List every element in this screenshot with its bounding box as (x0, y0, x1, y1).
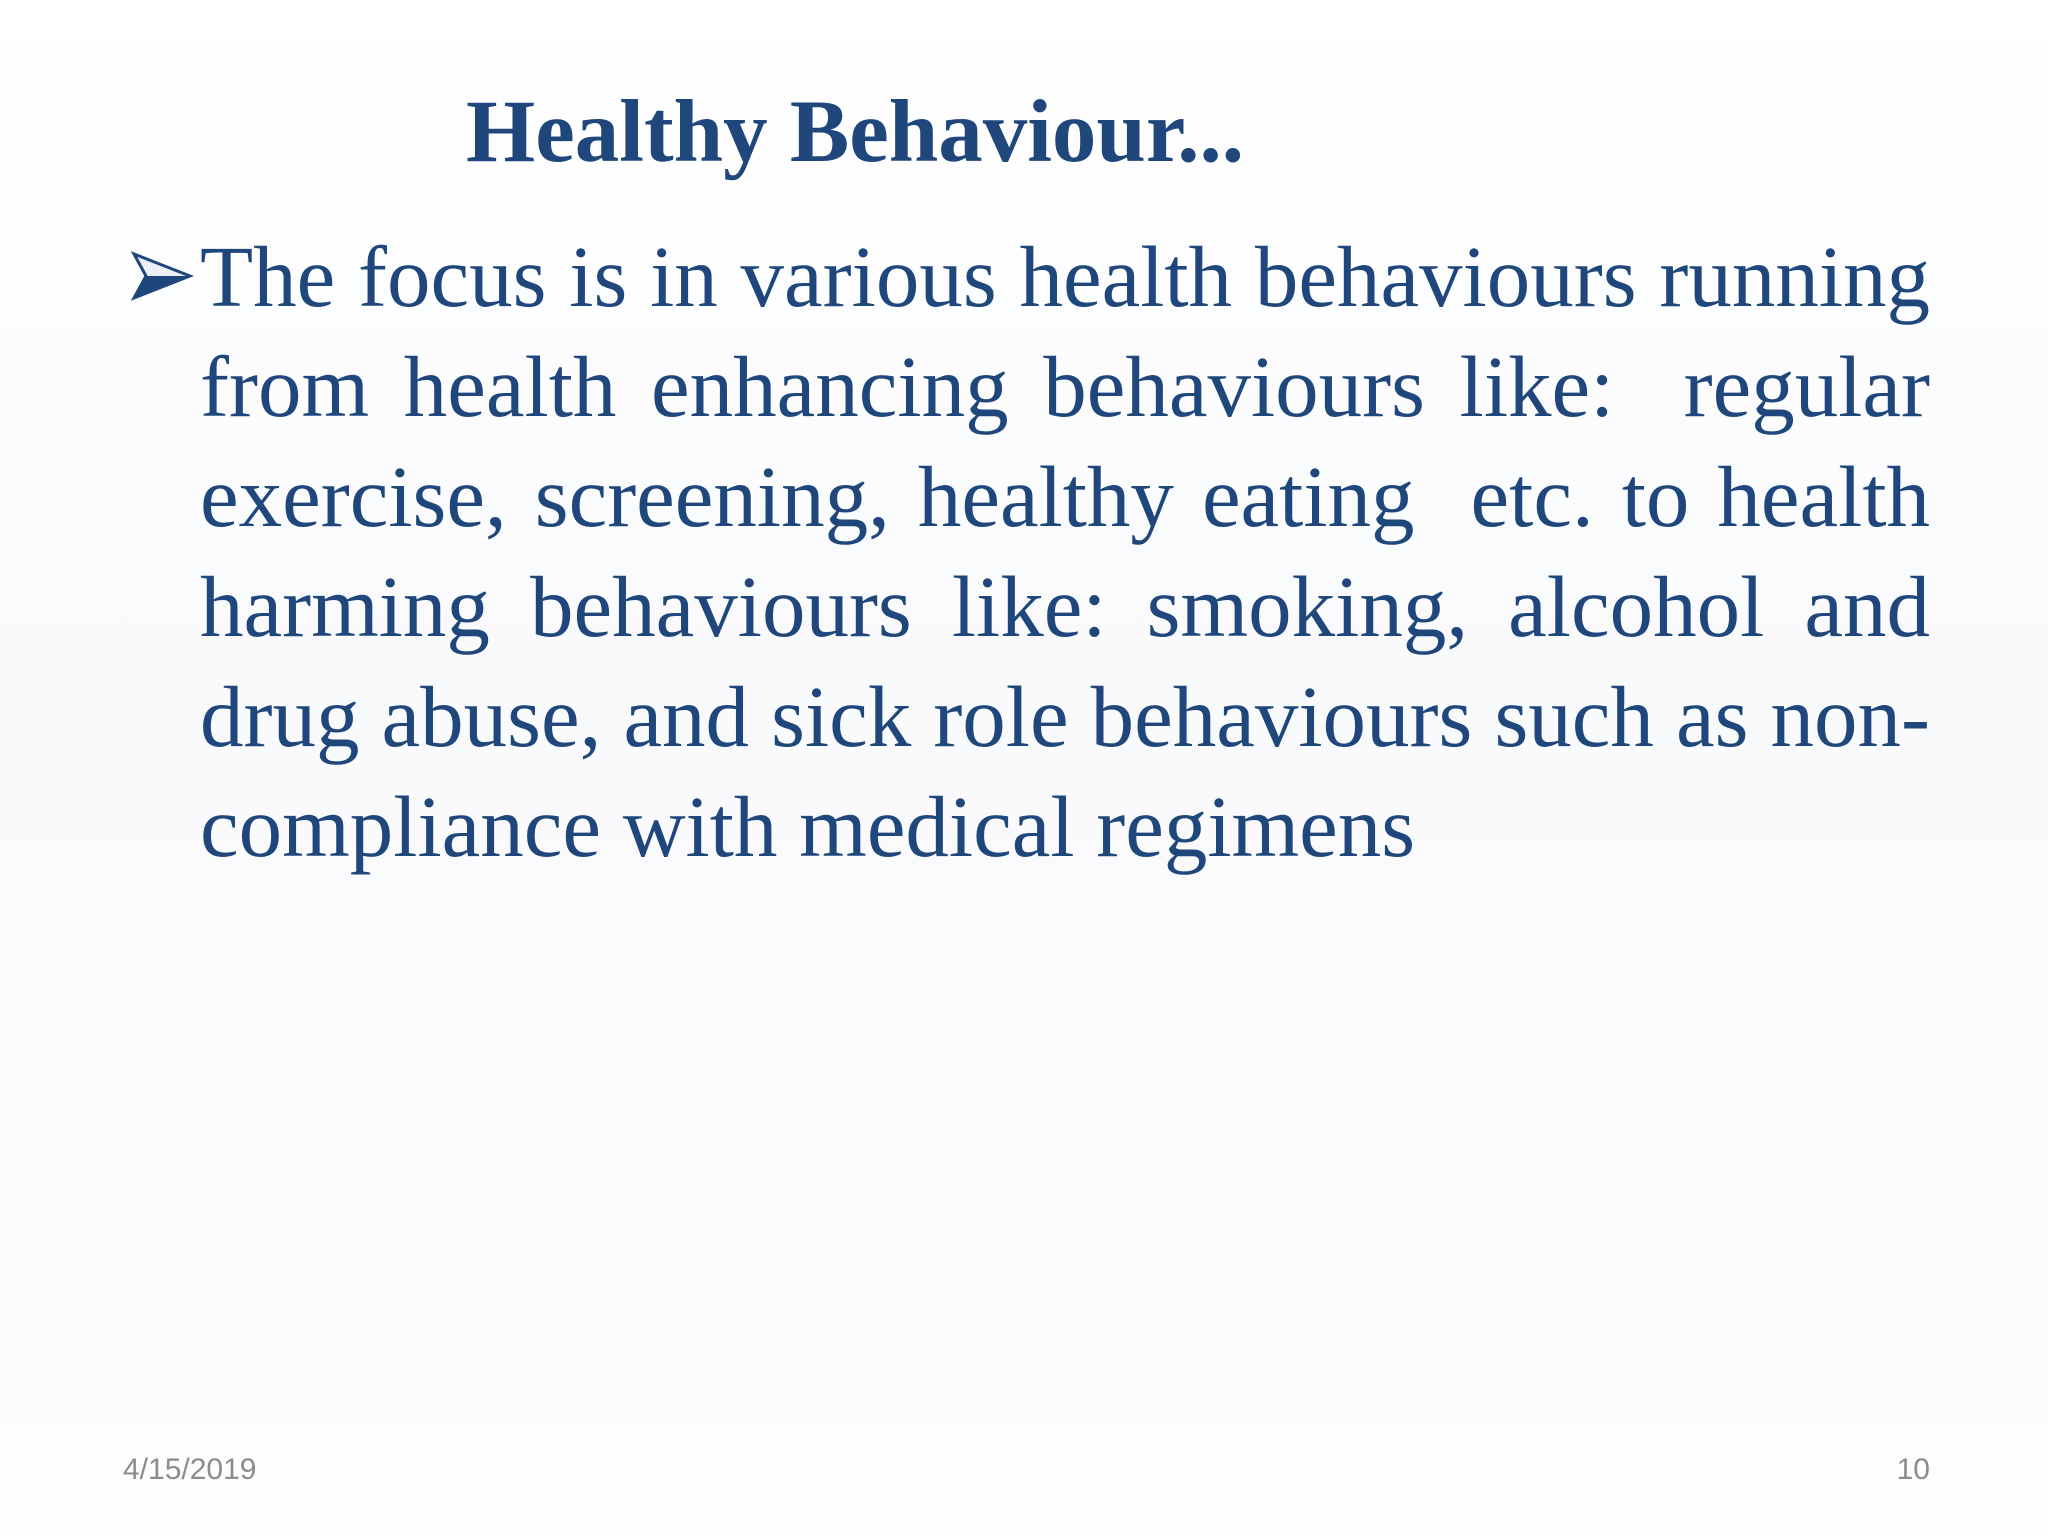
slide-title: Healthy Behaviour... (466, 83, 1245, 181)
bullet-list (130, 222, 1952, 882)
footer-date: 4/15/2019 (123, 1453, 257, 1486)
bullet-text: The focus is in various health behaviours running from health enhancing behaviours like: regular exercise, screening, healthy eating etc. to health harming behaviours like: smoking, alcohol and drug abuse, and sick role behaviours such as non-compliance with medical regimens (200, 228, 1952, 875)
bullet-item (130, 222, 1952, 882)
footer-page-number: 10 (1896, 1453, 1930, 1486)
arrowhead-bullet-icon (130, 244, 194, 308)
